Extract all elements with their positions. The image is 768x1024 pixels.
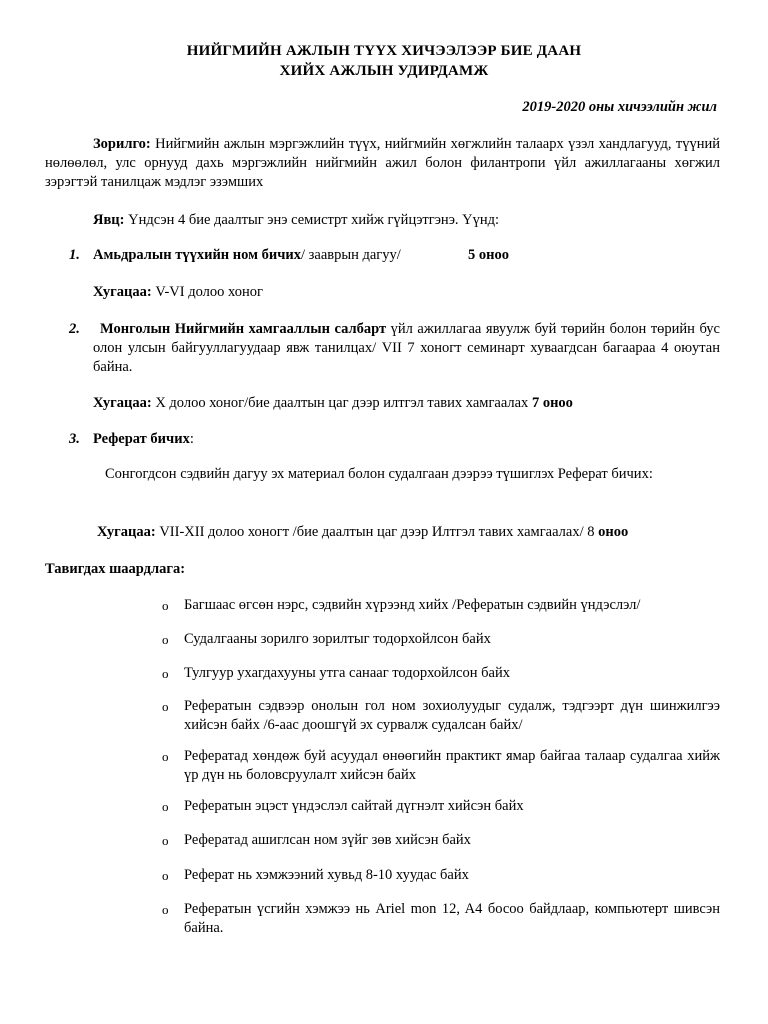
task-2-number: 2. — [69, 321, 80, 337]
requirement-text: Рефератад ашиглсан ном зүйг зөв хийсэн байх — [184, 832, 471, 848]
goal-text: Нийгмийн ажлын мэргэжлийн түүх, нийгмийн хөгжлийн талаарх үзэл хандлагууд, түүний нөлөөлөл, улс орнууд дахь мэргэжлийн нийгмийн ажил болон филантропи үйл ажиллагааны хөгжил зэрэгтэй танилцаж мэдлэг эзэмших — [45, 136, 720, 190]
task-3-deadline-label: Хугацаа: — [97, 524, 156, 540]
task-3-deadline — [97, 523, 628, 542]
task-1-deadline — [93, 283, 263, 302]
task-3-body: Сонгогдсон сэдвийн дагуу эх материал болон судалгаан дээрээ түшиглэх Реферат бичих: — [105, 466, 653, 482]
task-1-heading — [93, 246, 401, 265]
task-2-deadline-label: Хугацаа: — [93, 395, 152, 411]
requirement-text: Рефератын сэдвээр онолын гол ном зохиолуудыг судалж, тэдгээрт дүн шинжилгээ хийсэн байх /6-аас доошгүй эх сурвалж судалсан байх/ — [184, 698, 720, 733]
bullet-icon: o — [162, 799, 169, 814]
bullet-icon: o — [162, 833, 169, 848]
process-text: Үндсэн 4 бие даалтыг энэ семистрт хийж гүйцэтгэнэ. Үүнд: — [124, 212, 500, 228]
task-3-points: оноо — [598, 524, 629, 540]
task-2-deadline — [93, 394, 573, 413]
task-3-heading — [93, 430, 194, 449]
task-3-deadline-text: VII-XII долоо хоногт /бие даалтын цаг дээр Илтгэл тавих хамгаалах/ 8 — [155, 524, 599, 540]
bullet-icon: o — [162, 666, 169, 681]
task-1-deadline-text: V-VI долоо хоног — [151, 284, 263, 300]
document-title-line-2: ХИЙХ АЖЛЫН УДИРДАМЖ — [279, 63, 489, 79]
requirement-text: Реферат нь хэмжээний хувьд 8-10 хуудас байх — [184, 867, 469, 883]
requirement-text: Багшаас өгсөн нэрс, сэдвийн хүрээнд хийх /Рефератын сэдвийн үндэслэл/ — [184, 597, 641, 613]
academic-year: 2019-2020 оны хичээлийн жил — [522, 99, 717, 115]
task-2-deadline-text: X долоо хоног/бие даалтын цаг дээр илтгэл тавих хамгаалах — [151, 395, 532, 411]
task-3-title: Реферат бичих — [93, 431, 190, 447]
goal-label: Зорилго: — [93, 136, 151, 152]
requirement-text: Тулгуур ухагдахууны утга санааг тодорхойлсон байх — [184, 665, 510, 681]
goal-paragraph — [45, 135, 720, 192]
task-1-title: Амьдралын түүхийн ном бичих — [93, 247, 302, 263]
task-3-number: 3. — [69, 431, 80, 447]
requirement-text: Судалгааны зорилго зорилтыг тодорхойлсон байх — [184, 631, 491, 647]
bullet-icon: o — [162, 632, 169, 647]
task-1-points: 5 оноо — [468, 247, 509, 263]
task-2-rest: үйл ажиллагаа явуулж буй төрийн болон төрийн бус олон улсын байгууллагуудаар явж танилцах/ VII 7 хоногт семинарт хуваагдсан багаараа 4 оюутан байна. — [93, 321, 720, 375]
task-2-description — [93, 320, 720, 377]
task-2-title: Монголын Нийгмийн хамгааллын салбарт — [100, 321, 387, 337]
bullet-icon: o — [162, 868, 169, 883]
process-label: Явц: — [93, 212, 125, 228]
task-1-number: 1. — [69, 247, 80, 263]
requirement-text: Рефератын үсгийн хэмжээ нь Ariel mon 12, A4 босоо байдлаар, компьютерт шивсэн байна. — [184, 901, 720, 936]
task-1-rest: / зааврын дагуу/ — [301, 247, 401, 263]
document-title-line-1: НИЙГМИЙН АЖЛЫН ТҮҮХ ХИЧЭЭЛЭЭР БИЕ ДААН — [186, 43, 582, 59]
requirements-heading: Тавигдах шаардлага: — [45, 561, 186, 577]
bullet-icon: o — [162, 699, 169, 714]
requirement-text: Рефератад хөндөж буй асуудал өнөөгийн практикт ямар байгаа талаар судалгаа хийж үр дүн нь боловсруулалт хийсэн байх — [184, 748, 720, 783]
bullet-icon: o — [162, 598, 169, 613]
task-3-rest: : — [189, 431, 194, 447]
process-paragraph — [93, 211, 499, 230]
task-1-deadline-label: Хугацаа: — [93, 284, 152, 300]
bullet-icon: o — [162, 902, 169, 917]
requirement-text: Рефератын эцэст үндэслэл сайтай дүгнэлт хийсэн байх — [184, 798, 524, 814]
task-2-points: 7 оноо — [531, 395, 573, 411]
bullet-icon: o — [162, 749, 169, 764]
